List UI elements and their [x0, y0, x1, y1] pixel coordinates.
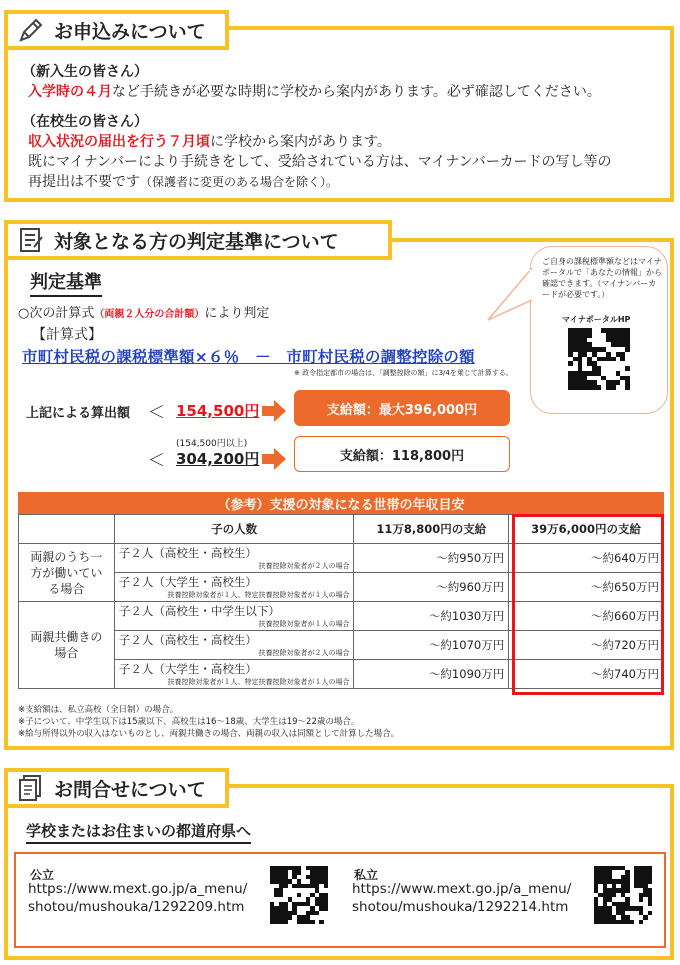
application-title: お申込みについて: [54, 20, 206, 43]
current-students-line3: 再提出は不要です（保護者に変更のある場合を除く）。: [28, 174, 339, 190]
table-note: ※給与所得以外の収入はないものとし、両親共働きの場合、両親の収入は同額として計算した場合。: [18, 729, 400, 739]
income-cell: ～約1070万円: [354, 631, 509, 660]
child-note: 扶養控除対象者が１人、特定扶養控除対象者が１人の場合: [167, 591, 350, 599]
income-cell: ～約660万円: [509, 602, 664, 631]
table-header-118800: 11万8,800円の支給: [354, 515, 509, 544]
private-label: 私立: [354, 868, 379, 882]
result-1: 支給額：最大396,000円: [294, 390, 510, 426]
table-row: [19, 660, 664, 689]
income-table-title: （参考）支援の対象になる世帯の年収目安: [18, 492, 664, 514]
calc-label: 上記による算出額: [26, 406, 131, 421]
less-than-1: ＜: [148, 403, 165, 423]
current-students-heading: （在校生の皆さん）: [22, 114, 148, 130]
amount-2: 304,200円: [176, 450, 260, 468]
child-count: 子２人（高校生・高校生）: [118, 546, 257, 560]
criteria-header: [4, 220, 392, 260]
income-cell: ～約640万円: [509, 544, 664, 573]
bubble-text: ご自身の課税標準額などはマイナポータルで「あなたの情報」から確認できます。（マイナンバーカードが必要です。）: [542, 257, 662, 299]
income-cell: ～約960万円: [354, 573, 509, 602]
income-cell: ～約650万円: [509, 573, 664, 602]
bubble-qr-label: マイナポータルHP: [562, 315, 631, 324]
private-url[interactable]: https://www.mext.go.jp/a_menu/ shotou/mushouka/1292214.htm: [352, 881, 572, 915]
table-row: [19, 544, 664, 573]
table-row: [19, 573, 664, 602]
amount-1: 154,500円: [176, 402, 260, 420]
child-count: 子２人（大学生・高校生）: [118, 662, 257, 676]
bubble-tail: [486, 262, 534, 342]
public-label: 公立: [30, 868, 55, 882]
group-dual-earner: 両親共働きの場合: [19, 602, 115, 689]
result-2: 支給額：118,800円: [294, 436, 510, 472]
child-note: 扶養控除対象者が１人、特定扶養控除対象者が１人の場合: [167, 678, 350, 686]
table-note: ※子について、中学生以下は15歳以下、高校生は16～18歳、大学生は19～22歳の場合。: [18, 717, 360, 727]
document-icon: [16, 773, 46, 803]
amount-2-note: (154,500円以上): [176, 439, 248, 449]
income-table: [18, 514, 664, 689]
pencil-icon: [16, 15, 46, 45]
formula: 市町村民税の課税標準額×６％ － 市町村民税の調整控除の額: [22, 348, 475, 366]
table-header-children: 子の人数: [114, 515, 354, 544]
myportal-qr-code[interactable]: [568, 328, 630, 390]
income-cell: ～約950万円: [354, 544, 509, 573]
current-students-line2: 既にマイナンバーにより手続きをして、受給されている方は、マイナンバーカードの写し等の: [28, 154, 612, 170]
table-row: [19, 602, 664, 631]
child-note: 扶養控除対象者が１人の場合: [258, 620, 350, 628]
income-cell: ～約720万円: [509, 631, 664, 660]
group-one-earner: 両親のうち一方が働いている場合: [19, 544, 115, 602]
new-students-text: 入学時の４月など手続きが必要な時期に学校から案内があります。必ず確認してください。: [28, 84, 601, 100]
contact-title: お問合せについて: [54, 778, 206, 801]
public-url[interactable]: https://www.mext.go.jp/a_menu/ shotou/mushouka/1292209.htm: [28, 881, 248, 915]
arrow-right-icon: [262, 448, 286, 470]
application-body: [22, 62, 662, 192]
contact-subtitle: 学校またはお住まいの都道府県へ: [26, 820, 251, 844]
table-notes: [18, 704, 399, 740]
new-students-heading: （新入生の皆さん）: [22, 64, 148, 80]
table-header-blank: [19, 515, 115, 544]
table-note: ※支給額は、私立高校（全日制）の場合。: [18, 705, 179, 715]
application-header: [4, 10, 229, 50]
child-count: 子２人（高校生・高校生）: [118, 633, 257, 647]
criteria-subtitle: 判定基準: [30, 268, 102, 297]
child-note: 扶養控除対象者が２人の場合: [258, 562, 350, 570]
public-qr-code[interactable]: [270, 866, 328, 924]
income-cell: ～約740万円: [509, 660, 664, 689]
clipboard-icon: [16, 225, 46, 255]
table-header-396000: 39万6,000円の支給: [509, 515, 664, 544]
formula-note: ※ 政令指定都市の場合は、「調整控除の額」に3/4を乗じて計算する。: [294, 369, 513, 377]
formula-label: 【計算式】: [32, 327, 102, 343]
arrow-right-icon: [262, 400, 286, 422]
income-cell: ～約1090万円: [354, 660, 509, 689]
calc-intro: ○次の計算式（両親２人分の合計額）により判定: [18, 306, 270, 321]
current-students-text: 収入状況の届出を行う７月頃に学校から案内があります。: [28, 134, 391, 150]
criteria-title: 対象となる方の判定基準について: [54, 230, 339, 253]
contact-header: [4, 768, 229, 808]
table-row: [19, 631, 664, 660]
child-note: 扶養控除対象者が２人の場合: [258, 649, 350, 657]
child-count: 子２人（大学生・高校生）: [118, 575, 257, 589]
private-qr-code[interactable]: [594, 866, 652, 924]
less-than-2: ＜: [148, 451, 165, 471]
income-cell: ～約1030万円: [354, 602, 509, 631]
child-count: 子２人（高校生・中学生以下）: [118, 604, 280, 618]
